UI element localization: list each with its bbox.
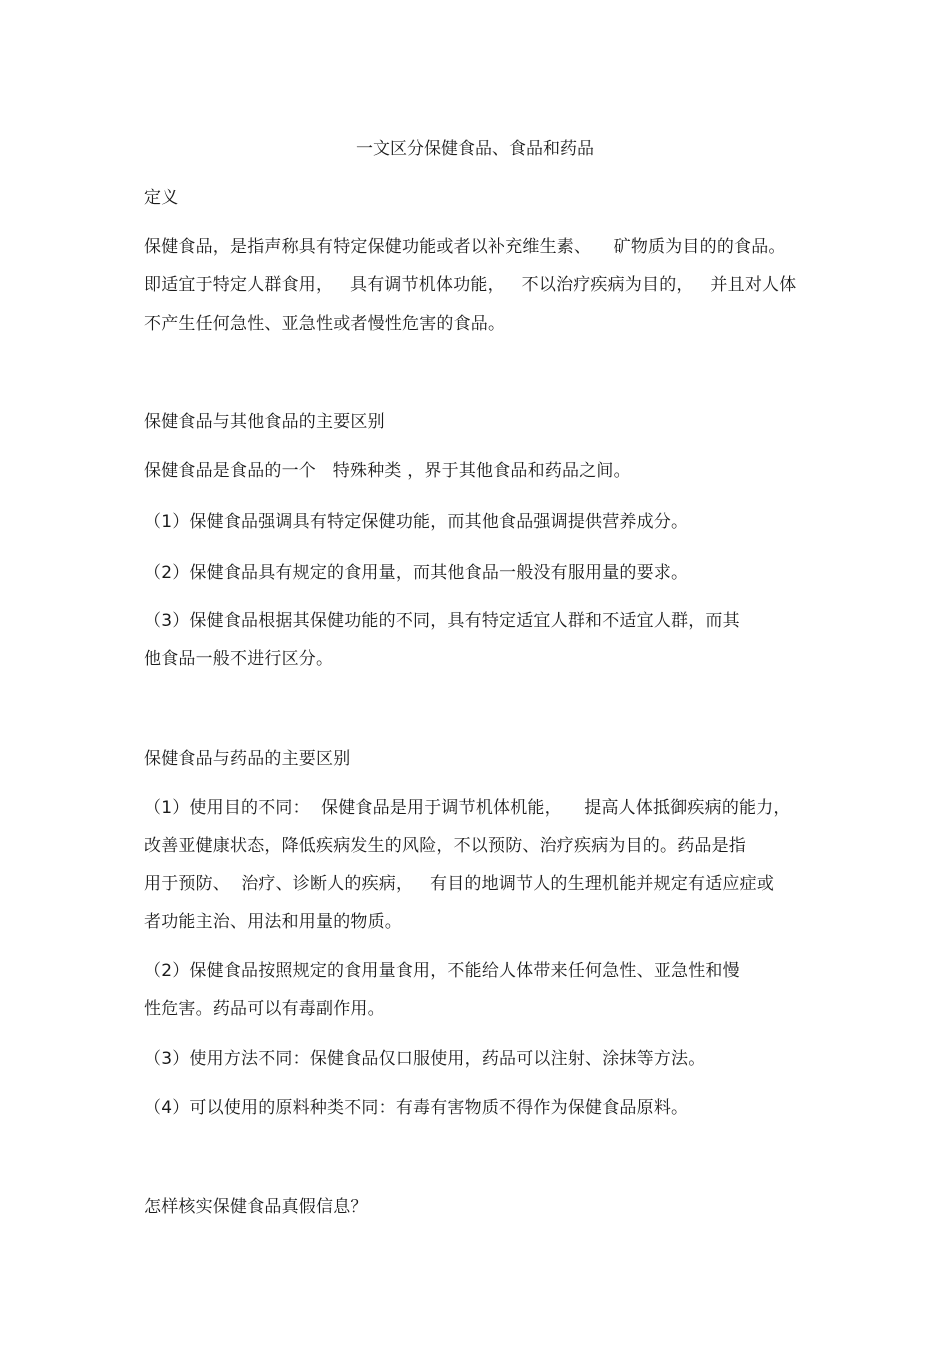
section-heading-vs-food: 保健食品与其他食品的主要区别 bbox=[144, 412, 385, 432]
vs-drug-line-8: （4）可以使用的原料种类不同：有毒有害物质不得作为保健食品原料。 bbox=[144, 1098, 689, 1118]
section-heading-definition: 定义 bbox=[144, 188, 179, 208]
vs-food-intro: 保健食品是食品的一个 特殊种类 ，界于其他食品和药品之间。 bbox=[144, 461, 631, 481]
vs-drug-line-5: （2）保健食品按照规定的食用量食用，不能给人体带来任何急性、亚急性和慢 bbox=[144, 961, 740, 981]
vs-drug-line-7: （3）使用方法不同：保健食品仅口服使用，药品可以注射、涂抹等方法。 bbox=[144, 1049, 706, 1069]
vs-food-item-3: （3）保健食品根据其保健功能的不同，具有特定适宜人群和不适宜人群，而其 bbox=[144, 611, 740, 631]
vs-drug-line-6: 性危害。药品可以有毒副作用。 bbox=[144, 999, 385, 1019]
vs-drug-line-3: 用于预防、 治疗、诊断人的疾病， 有目的地调节人的生理机能并规定有适应症或 bbox=[144, 874, 775, 894]
vs-food-item-2: （2）保健食品具有规定的食用量，而其他食品一般没有服用量的要求。 bbox=[144, 563, 689, 583]
vs-drug-line-4: 者功能主治、用法和用量的物质。 bbox=[144, 912, 402, 932]
section-heading-vs-drug: 保健食品与药品的主要区别 bbox=[144, 749, 351, 769]
vs-food-item-1: （1）保健食品强调具有特定保健功能，而其他食品强调提供营养成分。 bbox=[144, 512, 689, 532]
page-title: 一文区分保健食品、食品和药品 bbox=[356, 139, 594, 159]
section-heading-verify: 怎样核实保健食品真假信息？ bbox=[144, 1197, 368, 1217]
vs-food-item-3-cont: 他食品一般不进行区分。 bbox=[144, 649, 334, 669]
definition-line-3: 不产生任何急性、亚急性或者慢性危害的食品。 bbox=[144, 314, 506, 334]
vs-drug-line-2: 改善亚健康状态，降低疾病发生的风险，不以预防、治疗疾病为目的。药品是指 bbox=[144, 836, 746, 856]
vs-drug-line-1: （1）使用目的不同： 保健食品是用于调节机体机能， 提高人体抵御疾病的能力， bbox=[144, 798, 791, 818]
definition-line-1: 保健食品，是指声称具有特定保健功能或者以补充维生素、 矿物质为目的的食品。 bbox=[144, 237, 786, 257]
definition-line-2: 即适宜于特定人群食用， 具有调节机体功能， 不以治疗疾病为目的， 并且对人体 bbox=[144, 275, 797, 295]
